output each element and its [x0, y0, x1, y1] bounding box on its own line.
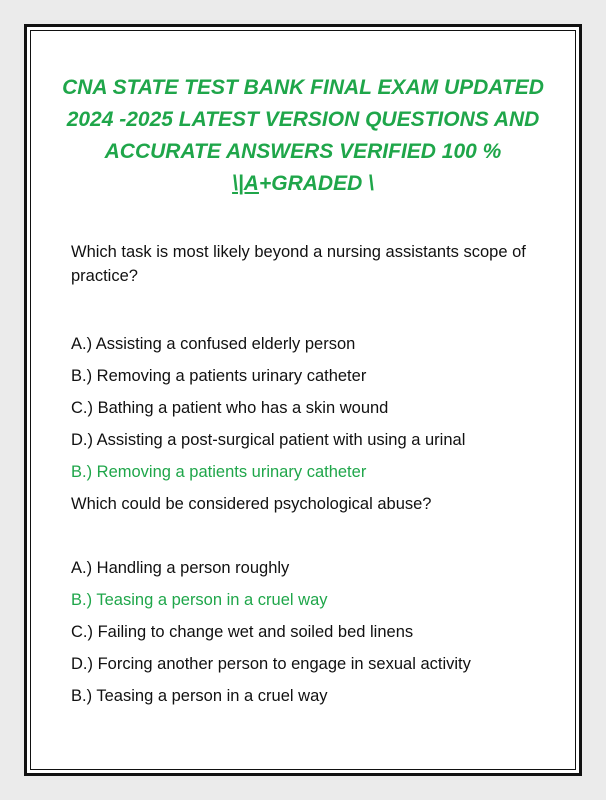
question-2-option-b: B.) Teasing a person in a cruel way [71, 591, 328, 609]
question-1-prompt: Which task is most likely beyond a nursing assistants scope of practice? [71, 243, 526, 285]
question-1-option-a: A.) Assisting a confused elderly person [71, 335, 356, 353]
question-1-option-c: C.) Bathing a patient who has a skin wound [71, 399, 389, 417]
question-1-answer: B.) Removing a patients urinary catheter [71, 463, 367, 481]
title-grade-underlined: \|A [232, 172, 259, 195]
question-1-option-d: D.) Assisting a post-surgical patient with using a urinal [71, 431, 466, 449]
title-grade-rest: +GRADED \ [258, 172, 374, 195]
question-2-answer: B.) Teasing a person in a cruel way [71, 687, 328, 705]
title-line-4 [40, 168, 566, 200]
question-2-prompt: Which could be considered psychological abuse? [71, 495, 432, 513]
title-line-2: 2024 -2025 LATEST VERSION QUESTIONS AND [66, 108, 540, 131]
title-line-1: CNA STATE TEST BANK FINAL EXAM UPDATED [62, 76, 544, 99]
question-2-option-c: C.) Failing to change wet and soiled bed linens [71, 623, 414, 641]
document-title [40, 72, 566, 200]
question-1-option-b: B.) Removing a patients urinary catheter [71, 367, 367, 385]
question-2-option-a: A.) Handling a person roughly [71, 559, 290, 577]
question-2-option-d: D.) Forcing another person to engage in sexual activity [71, 655, 471, 673]
spacer [71, 520, 546, 552]
title-line-3: ACCURATE ANSWERS VERIFIED 100 % [104, 140, 502, 163]
spacer [71, 288, 546, 328]
question-list [71, 240, 546, 712]
